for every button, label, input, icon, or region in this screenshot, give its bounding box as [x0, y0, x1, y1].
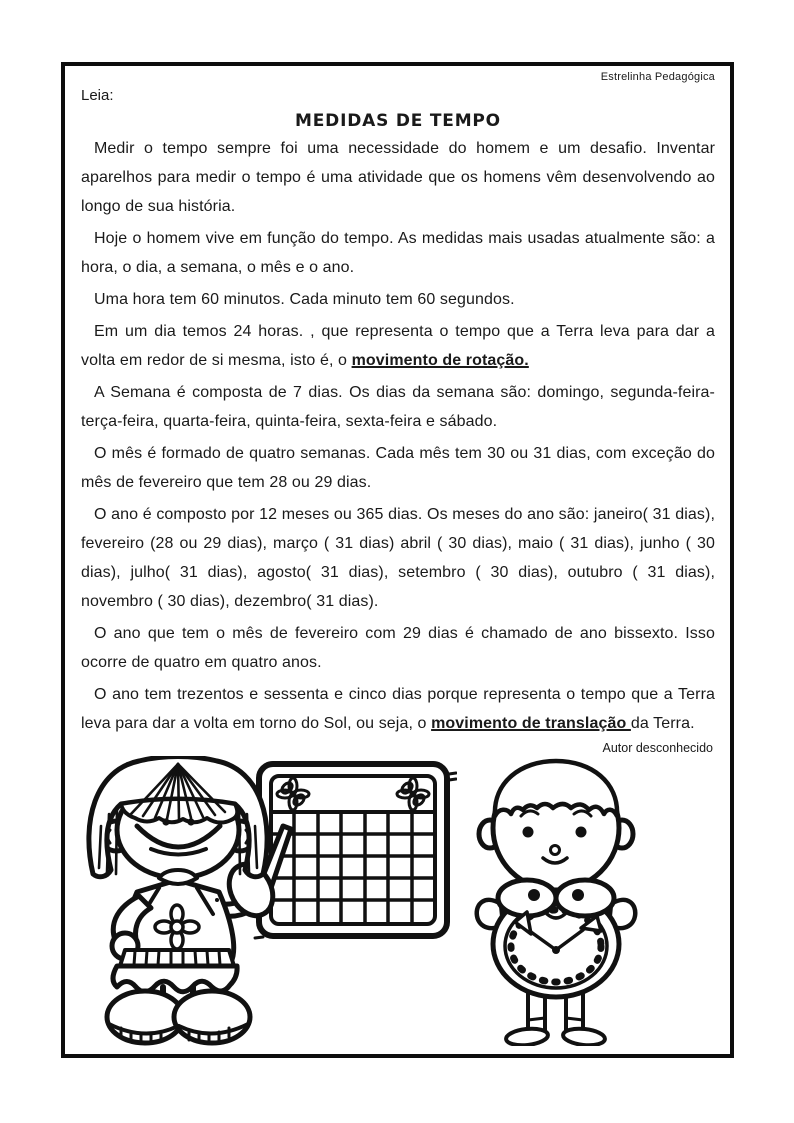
worksheet-frame	[61, 62, 734, 1058]
girl-calendar-illustration	[79, 756, 457, 1048]
text-segment: O ano tem trezentos e sessenta e cinco dias porque representa o tempo que a Terra leva para dar a volta em torno do Sol, ou seja, o	[81, 686, 715, 732]
paragraph	[81, 134, 715, 221]
emphasized-phrase: movimento de rotação.	[351, 352, 529, 369]
paragraph	[81, 224, 715, 282]
text-segment: Uma hora tem 60 minutos. Cada minuto tem 60 segundos.	[94, 291, 515, 308]
text-segment: O ano que tem o mês de fevereiro com 29 dias é chamado de ano bissexto. Isso ocorre de quatro em quatro anos.	[81, 625, 715, 671]
lead-label: Leia:	[81, 87, 114, 104]
text-segment: Em um dia temos 24 horas. , que representa o tempo que a Terra leva para dar a volta em redor de si mesma, isto é, o	[81, 323, 715, 369]
paragraph	[81, 680, 715, 738]
body-paragraphs	[81, 134, 715, 738]
text-segment: Medir o tempo sempre foi uma necessidade do homem e um desafio. Inventar aparelhos para medir o tempo é uma atividade que os homens vêm desenvolvendo ao longo de sua história.	[81, 140, 715, 215]
text-segment: da Terra.	[630, 715, 695, 732]
girl-figure	[89, 757, 291, 1044]
boy-figure	[477, 761, 636, 1046]
paragraph	[81, 439, 715, 497]
paragraph	[81, 317, 715, 375]
paragraph	[81, 619, 715, 677]
text-segment: Hoje o homem vive em função do tempo. As medidas mais usadas atualmente são: a hora, o dia, a semana, o mês e o ano.	[81, 230, 715, 276]
text-segment: O mês é formado de quatro semanas. Cada mês tem 30 ou 31 dias, com exceção do mês de fevereiro que tem 28 ou 29 dias.	[81, 445, 715, 491]
paragraph	[81, 500, 715, 616]
text-segment: O ano é composto por 12 meses ou 365 dias. Os meses do ano são: janeiro( 31 dias), fevereiro (28 ou 29 dias), março ( 31 dias) abril ( 30 dias), maio ( 31 dias), junho ( 30 dias), julho( 31 dias), agosto( 31 dias), setembro ( 30 dias), outubro ( 31 dias), novembro ( 30 dias), dezembro( 31 dias).	[81, 506, 715, 610]
boy-clock-illustration	[471, 752, 643, 1046]
brand-header: Estrelinha Pedagógica	[600, 71, 715, 83]
emphasized-phrase: movimento de translação	[431, 715, 631, 732]
author-credit: Autor desconhecido	[602, 741, 713, 755]
paragraph	[81, 378, 715, 436]
paragraph	[81, 285, 715, 314]
text-segment: A Semana é composta de 7 dias. Os dias da semana são: domingo, segunda-feira- terça-feira, quarta-feira, quinta-feira, sexta-feira e sábado.	[81, 384, 715, 430]
page-title: MEDIDAS DE TEMPO	[295, 111, 501, 131]
